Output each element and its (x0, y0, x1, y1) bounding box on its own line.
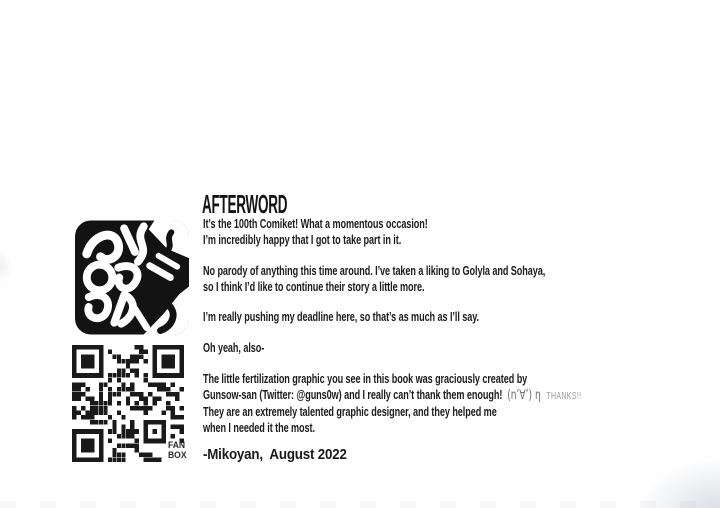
text-line: Oh yeah, also- (203, 340, 265, 355)
fanbox-label-line2: BOX (168, 449, 187, 460)
text-line: The little fertilization graphic you see in this book was graciously created by (203, 371, 528, 386)
paragraph-deadline (203, 309, 597, 325)
paragraph-comiket (203, 216, 524, 247)
paragraph-thanks (203, 371, 720, 435)
scan-artifact-corner (635, 456, 720, 508)
paragraph-no-parody (203, 263, 692, 294)
scan-artifact-left (0, 250, 12, 284)
text-line: so I think I’d like to continue their story a little more. (203, 278, 425, 294)
fanbox-label (168, 441, 187, 460)
kaomoji: (n’∀’) η (507, 387, 541, 403)
thanks-text: Gunsow-san (Twitter: @guns0w) and I really can’t thank them enough! (203, 386, 503, 402)
text-line: They are an extremely talented graphic designer, and they helped me (203, 404, 497, 419)
scan-artifact-bottom (0, 501, 720, 508)
artist-logo-stamp (73, 216, 191, 339)
fanbox-label-line1: FAN (168, 440, 186, 450)
text-line: It’s the 100th Comiket! What a momentous occasion! (203, 216, 428, 231)
text-line: No parody of anything this time around. I’ve taken a liking to Golyla and Sohaya, (203, 263, 546, 278)
afterword-heading: AFTERWORD (202, 189, 288, 219)
paragraph-oh-yeah (203, 340, 290, 356)
text-line: I’m incredibly happy that I got to take part in it. (203, 231, 402, 247)
thanks-note: THANKS!! (546, 390, 582, 402)
text-line-with-kaomoji (203, 387, 581, 405)
author-signature: -Mikoyan, August 2022 (203, 447, 347, 463)
text-line: I’m really pushing my deadline here, so that’s as much as I’ll say. (203, 309, 479, 324)
text-line: when I needed it the most. (203, 419, 315, 435)
calligraphy-logo-icon (73, 216, 191, 339)
